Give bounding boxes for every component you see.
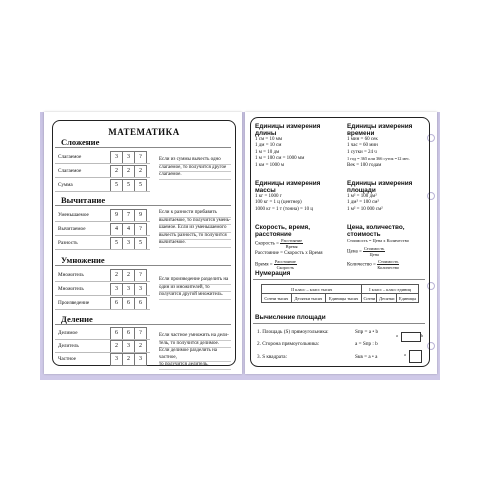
math-frame	[52, 120, 236, 366]
cell: ?	[134, 327, 147, 340]
mass-units	[255, 180, 345, 213]
unit-item: 1 м² = 10 000 см²	[347, 206, 383, 212]
cell: 5	[134, 179, 147, 192]
row-underline	[55, 177, 150, 178]
formula-left: Количество =	[347, 263, 376, 269]
rule-line: вычитаемое, то получится умень-	[159, 218, 231, 226]
left-page	[44, 112, 242, 374]
section-heading: длины	[255, 130, 277, 137]
cell: ?	[134, 151, 147, 164]
time-units	[347, 123, 429, 169]
divider	[253, 323, 425, 324]
area-formula: a = Sпр : b	[355, 341, 378, 347]
divider	[55, 265, 231, 266]
section-heading: Единицы измерения	[255, 180, 321, 187]
place-cell: Сотни тысяч	[262, 294, 292, 303]
unit-item: 1 км = 1000 м	[255, 162, 285, 168]
row-label: Множитель	[58, 286, 84, 292]
rule-line: вычитаемое.	[159, 240, 231, 248]
section-heading: массы	[255, 187, 276, 194]
rule-line: Если частное умножить на дели-	[159, 333, 231, 341]
fraction	[377, 259, 399, 270]
unit-item: 1 дм² = 100 см²	[347, 200, 379, 206]
denominator: Скорость	[276, 265, 295, 271]
unit-item: 1 м = 10 дм	[255, 149, 280, 155]
divider	[253, 279, 425, 280]
cell: 2	[134, 340, 147, 353]
cell: 2	[122, 269, 135, 282]
class-header: II класс – класс тысяч	[262, 285, 362, 294]
rule-line: то получится делитель.	[159, 362, 231, 370]
row-label: Слагаемое	[58, 154, 82, 160]
cell: 6	[110, 327, 123, 340]
place-cell: Десятки тысяч	[291, 294, 325, 303]
numerator: Расстояние	[274, 259, 296, 265]
cell: 3	[122, 237, 135, 250]
row-label: Сумма	[58, 182, 73, 188]
rule-text	[159, 333, 231, 370]
section-heading-subtraction: Вычитание	[61, 195, 106, 205]
place-cell: Единицы	[397, 294, 419, 303]
cell: 2	[110, 269, 123, 282]
row-underline	[55, 191, 150, 192]
divider	[55, 205, 231, 206]
rule-line: тель, то получится делимое.	[159, 341, 231, 349]
unit-item: Век = 100 годам	[347, 162, 382, 168]
area-units	[347, 180, 429, 213]
reference-frame	[250, 117, 430, 367]
rule-text	[159, 210, 231, 248]
area-item-label: 1. Площадь (S) прямоугольника:	[257, 329, 329, 335]
price-formulas	[347, 224, 429, 272]
length-units	[255, 123, 339, 169]
cell: 2	[134, 165, 147, 178]
rule-line: Если из суммы вычесть одно	[159, 157, 231, 165]
cell: 4	[122, 223, 135, 236]
section-heading: Единицы измерения	[347, 123, 413, 130]
row-label: Произведение	[58, 300, 90, 306]
rectangle-diagram	[401, 332, 421, 342]
divider	[55, 147, 231, 148]
unit-item: 1 м² = 100 дм²	[347, 194, 377, 199]
rule-line: Если делимое разделить на частное,	[159, 348, 231, 362]
divider	[55, 324, 231, 325]
formula-left: Цена =	[347, 250, 362, 256]
cell: 9	[134, 209, 147, 222]
cell: 4	[110, 223, 123, 236]
place-cell: Единицы тысяч	[325, 294, 361, 303]
area-calc-heading: Вычисление площади	[255, 314, 326, 321]
fraction	[280, 238, 303, 249]
denominator: Время	[285, 244, 298, 249]
place-cell: Десятки	[377, 294, 397, 303]
class-header: I класс – класс единиц	[362, 285, 419, 294]
area-formula: Sкв = a • a	[355, 354, 378, 360]
cell: 3	[110, 151, 123, 164]
numeration-heading: Нумерация	[255, 270, 291, 277]
cell: 5	[134, 237, 147, 250]
formula-left: Скорость =	[255, 241, 279, 247]
cell: 7	[122, 209, 135, 222]
formula	[255, 238, 345, 249]
rule-line: слагаемое, то получится другое	[159, 165, 231, 173]
cell: 3	[110, 283, 123, 296]
dimension-label: a	[404, 352, 406, 357]
row-underline	[55, 249, 150, 250]
row-underline	[55, 281, 150, 282]
row-label: Слагаемое	[58, 168, 82, 174]
cell: 6	[122, 327, 135, 340]
denominator: Цена	[369, 252, 379, 258]
row-label: Делимое	[58, 330, 78, 336]
row-label: Вычитаемое	[58, 226, 86, 232]
numeration-table	[261, 284, 419, 303]
formula	[347, 246, 429, 257]
area-formula: Sпр = a • b	[355, 329, 379, 335]
cell: ?	[134, 269, 147, 282]
numerator: Стоимость	[378, 259, 399, 265]
section-heading-multiplication: Умножение	[61, 255, 105, 265]
cell: 2	[110, 165, 123, 178]
row-underline	[55, 221, 150, 222]
cell: 2	[122, 353, 135, 366]
rule-text	[159, 157, 231, 180]
section-heading-division: Деление	[61, 314, 93, 324]
unit-item: 1 год = 365 или 366 суток =12 мес.	[347, 156, 411, 162]
area-item-label: 2. Сторона прямоугольника:	[257, 341, 320, 347]
rule-line: один из множителей, то	[159, 285, 231, 293]
section-heading: площади	[347, 187, 376, 194]
formula	[347, 259, 429, 270]
row-label: Разность	[58, 240, 78, 246]
cell: 3	[134, 353, 147, 366]
place-cell: Сотни	[363, 295, 376, 301]
row-underline	[55, 309, 150, 310]
section-heading: Скорость, время,	[255, 224, 311, 231]
formula: Расстояние = Скорость х Время	[255, 251, 323, 256]
cell: ?	[134, 223, 147, 236]
section-heading: расстояние	[255, 231, 292, 238]
row-underline	[55, 295, 150, 296]
fraction	[363, 246, 385, 257]
unit-item: 1 сутки = 24 ч	[347, 149, 377, 155]
unit-item: 1 дм = 10 см	[255, 143, 282, 149]
section-heading: стоимость	[347, 231, 381, 238]
rule-line: вычесть разность, то получится	[159, 233, 231, 241]
unit-item: 100 кг = 1 ц (центнер)	[255, 200, 302, 206]
cell: 9	[110, 209, 123, 222]
cell: 6	[122, 297, 135, 310]
rule-text	[159, 277, 231, 300]
cell: 3	[122, 151, 135, 164]
fraction	[274, 259, 297, 270]
section-heading: Цена, количество,	[347, 224, 405, 231]
unit-item: 1 см = 10 мм	[255, 137, 283, 142]
unit-item: 1000 кг = 1 т (тонна) = 10 ц	[255, 206, 314, 212]
section-heading: Единицы измерения	[347, 180, 413, 187]
dimension-label: a	[396, 333, 398, 338]
row-label: Частное	[58, 356, 76, 362]
cell: 3	[110, 353, 123, 366]
cell: 3	[122, 283, 135, 296]
rule-line: шаемое. Если из уменьшаемого	[159, 225, 231, 233]
cell: 3	[134, 283, 147, 296]
rule-line: получится другой множитель.	[159, 292, 231, 300]
row-label: Делитель	[58, 343, 79, 349]
unit-item: 1 час = 60 мин	[347, 143, 378, 149]
cell: 5	[110, 179, 123, 192]
rule-line: слагаемое.	[159, 172, 231, 180]
section-heading-addition: Сложение	[61, 137, 100, 147]
formula: Стоимость = Цена х Количество	[347, 238, 409, 243]
square-diagram	[409, 350, 422, 363]
speed-formulas	[255, 224, 345, 272]
page-title: МАТЕМАТИКА	[108, 127, 180, 137]
rule-line: Если произведение разделить на	[159, 277, 231, 285]
unit-item: 1 м = 100 см = 1000 мм	[255, 156, 305, 162]
formula	[255, 259, 345, 270]
numerator: Стоимость	[364, 246, 385, 252]
row-underline	[55, 163, 150, 164]
unit-item: 1 кг = 1000 г	[255, 194, 282, 199]
rule-line: Если к разности прибавить	[159, 210, 231, 218]
cell: 6	[110, 297, 123, 310]
denominator: Количество	[377, 265, 400, 271]
right-page	[245, 112, 437, 374]
unit-item: 1 мин = 60 сек	[347, 137, 378, 142]
dimension-label: b	[421, 333, 423, 338]
row-label: Уменьшаемое	[58, 212, 89, 218]
cell: 2	[122, 165, 135, 178]
row-label: Множитель	[58, 272, 84, 278]
area-item-label: 3. S квадрата:	[257, 354, 288, 360]
numerator: Расстояние	[281, 238, 303, 243]
cell: 5	[122, 179, 135, 192]
table-row	[53, 179, 235, 192]
section-heading: Единицы измерения	[255, 123, 321, 130]
formula-left: Время =	[255, 263, 273, 269]
row-underline	[55, 235, 150, 236]
cell: 6	[134, 297, 147, 310]
cell: 5	[110, 237, 123, 250]
cell: 3	[122, 340, 135, 353]
section-heading: времени	[347, 130, 375, 137]
cell: 2	[110, 340, 123, 353]
